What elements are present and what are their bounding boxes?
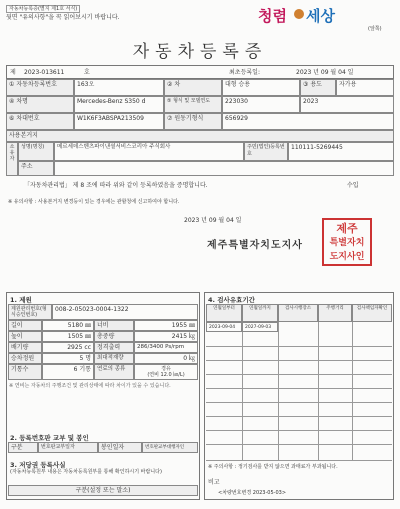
row1-label: 자동차등록번호 xyxy=(16,81,57,88)
insp-col-inspector: 검사책임자확인 xyxy=(352,304,392,322)
spec-cylinders-label: 기통수 xyxy=(8,364,42,380)
spec-power-unit: Ps/rpm xyxy=(165,344,185,350)
spec-mgmt-number: 008-2-05023-0004-1322 xyxy=(52,304,198,320)
insp-from-date: 2023-09-04 xyxy=(206,322,242,332)
first-reg-label: 최초등록일: xyxy=(229,69,261,76)
plate-col-type: 구분 xyxy=(8,442,38,453)
page-title: 자동차등록증 xyxy=(132,42,268,62)
row1-num: ① xyxy=(9,81,15,88)
import-stamp: 수입 xyxy=(347,182,359,189)
spec-weight-label: 총중량 xyxy=(94,331,134,342)
spec-width: 1955 xyxy=(171,322,188,329)
spec-length-label: 길이 xyxy=(8,320,42,331)
plate-col-seal-date: 봉인일자 xyxy=(98,442,142,453)
row2-num2: ⑤ xyxy=(167,98,172,104)
row1-num3: ③ xyxy=(303,81,309,88)
seal-line-2: 특별자치 xyxy=(329,238,365,248)
seal-line-1: 제주 xyxy=(336,222,358,235)
insp-col-from: 연월일부터 xyxy=(206,304,242,322)
spec-weight: 2415 xyxy=(171,333,188,340)
spec-power-label: 정격출력 xyxy=(94,342,134,353)
owner-reg-label: 주민(법인)등록번호 xyxy=(244,142,288,161)
plate-col-issue-date: 번호판교부일자 xyxy=(38,442,98,453)
memo-label: 비고 xyxy=(208,479,220,486)
vehicle-use: 자가용 xyxy=(336,79,394,96)
first-reg-date: 2023 년 09 월 04 일 xyxy=(296,69,354,76)
notice-box: 자동차등록증(별지 제1호 서식) xyxy=(6,5,80,13)
seal-line-3: 도지사인 xyxy=(329,252,365,262)
spec-fuel: 경유 xyxy=(161,366,171,372)
spec-displacement: 2925 xyxy=(67,344,83,351)
row1-label2: 차 xyxy=(174,81,181,88)
vin: W1K6F3ABSPA213509 xyxy=(74,113,164,130)
row2-label: 차명 xyxy=(16,98,28,105)
doc-no-label: 제 xyxy=(10,69,16,76)
doc-no-value: 2023-013611 xyxy=(24,69,65,76)
mortgage-section-title: 3. 저당권 등록사실 xyxy=(10,461,66,469)
spec-displacement-unit: cc xyxy=(84,344,91,351)
spec-section-title: 1. 제원 xyxy=(10,296,32,304)
row3-label: 차대번호 xyxy=(16,115,40,122)
insp-col-place: 검사시행장소 xyxy=(278,304,318,322)
row3-label2: 원동기형식 xyxy=(174,115,204,122)
caution-note: ※ 유의사항 : 사용본거지 변경등이 있는 경우에는 관할청에 신고하여야 합니다. xyxy=(8,199,180,205)
base-location-label: 사용본거지 xyxy=(6,130,394,142)
spec-width-unit: ㎜ xyxy=(188,322,195,329)
engine-type: 656929 xyxy=(222,113,394,130)
row2-num: ④ xyxy=(9,98,15,105)
spec-power: 286/3400 xyxy=(137,344,164,350)
spec-fuel-economy: (연비 12.0 ㎞/L) xyxy=(147,372,185,378)
spec-length: 5180 xyxy=(67,322,84,329)
registration-certificate xyxy=(4,3,396,503)
owner-address-label: 주소 xyxy=(18,161,54,176)
vehicle-class: 대형 승용 xyxy=(222,79,300,96)
official-seal xyxy=(322,218,372,266)
spec-height: 1505 xyxy=(67,333,84,340)
model-year: 2023 xyxy=(300,96,394,113)
spec-payload-label: 최대적재량 xyxy=(94,353,134,364)
spec-mgmt-label: 제원관리번호(형식승인번호) xyxy=(8,304,52,320)
plate-section-title: 2. 등록번호판 교부 및 봉인 xyxy=(10,434,89,442)
spec-length-unit: ㎜ xyxy=(84,322,91,329)
insp-col-mileage: 주행거리 xyxy=(318,304,352,322)
inspection-caution: ※ 주의사항 : 정기검사를 받지 않으면 과태료가 부과됩니다. xyxy=(208,464,338,470)
certification-statement: 「자동차관리법」 제 8 조에 따라 위와 같이 등록하였음을 증명합니다. xyxy=(24,182,208,189)
row3-num2: ⑦ xyxy=(167,115,173,122)
spec-width-label: 너비 xyxy=(94,320,134,331)
spec-displacement-label: 배기량 xyxy=(8,342,42,353)
logo-emblem-icon xyxy=(294,9,304,19)
owner-name: 메르세데스벤츠파이낸셜서비스코리아 주식회사 xyxy=(54,142,244,161)
insp-to-date: 2027-09-03 xyxy=(242,322,278,332)
spec-seats-label: 승차정원 xyxy=(8,353,42,364)
row2-label2: 형식 및 모델연도 xyxy=(173,98,211,104)
spec-cylinders: 6 xyxy=(73,366,78,373)
memo-value: <차량번호변경 2023-05-03> xyxy=(218,490,287,496)
spec-height-unit: ㎜ xyxy=(84,333,91,340)
owner-reg-number: 110111-5269445 xyxy=(288,142,394,161)
plate-number: 163오 xyxy=(74,79,164,96)
spec-height-label: 높이 xyxy=(8,331,42,342)
row1-label3: 용도 xyxy=(310,81,322,88)
spec-fuel-label: 연료의 종류 xyxy=(94,364,134,380)
mortgage-note: (자동차등록원부 내용은 자동차등록원부를 통해 확인하시기 바랍니다) xyxy=(10,469,162,475)
vehicle-model: Mercedes-Benz S350 d xyxy=(74,96,164,113)
owner-address xyxy=(54,161,394,176)
issuer-name: 제주특별자치도지사 xyxy=(207,240,303,251)
owner-side-label: 소유자 xyxy=(6,142,18,176)
spec-seats: 5 xyxy=(79,355,84,362)
plate-col-agent: 번호판교부대행자인 xyxy=(142,442,198,453)
form-side: (앞쪽) xyxy=(368,26,382,32)
spec-payload: 0 xyxy=(183,355,188,362)
vehicle-type: 223030 xyxy=(222,96,300,113)
doc-no-suffix: 호 xyxy=(84,69,90,76)
spec-weight-unit: ㎏ xyxy=(188,333,195,340)
insp-col-to: 연월일까지 xyxy=(242,304,278,322)
owner-name-label: 성명(명칭) xyxy=(18,142,54,161)
spec-footnote: ※ 연비는 자동차의 주행조건 및 관리상태에 따라 차이가 있을 수 있습니다. xyxy=(9,383,171,389)
inspection-section-title: 4. 검사유효기간 xyxy=(208,296,255,304)
spec-payload-unit: ㎏ xyxy=(188,355,195,362)
spec-cylinders-unit: 기통 xyxy=(79,366,91,373)
notice-text: 뒷면 "유의사항"을 꼭 읽어보시기 바랍니다. xyxy=(6,14,120,21)
row1-num2: ② xyxy=(167,81,173,88)
issue-date: 2023 년 09 월 04 일 xyxy=(184,217,242,224)
mortgage-col-type: 구분(설정 또는 말소) xyxy=(8,485,198,496)
logo-text-a: 청렴 xyxy=(258,7,287,25)
spec-seats-unit: 명 xyxy=(85,355,91,362)
row3-num: ⑥ xyxy=(9,115,15,122)
logo-text-b: 세상 xyxy=(306,7,335,25)
